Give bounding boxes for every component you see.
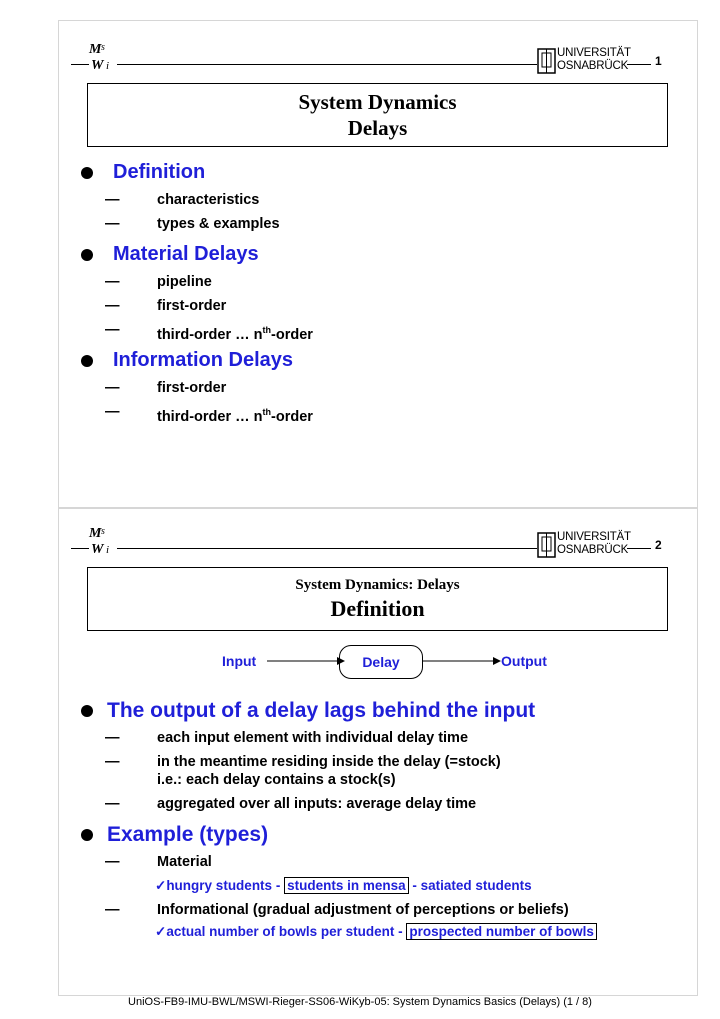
example-material: ✓hungry students - students in mensa - satiated students <box>155 878 532 893</box>
list-item: — types & examples <box>105 216 280 232</box>
bullet-label: Definition <box>113 161 206 183</box>
delay-box: Delay <box>339 645 423 679</box>
bullet-dot-icon <box>81 355 93 367</box>
header-rule-middle <box>117 548 537 549</box>
bullet-definition <box>81 161 205 184</box>
list-item: — Material <box>105 854 212 870</box>
slide-2 <box>58 508 698 996</box>
list-item: — first-order <box>105 298 227 314</box>
diagram-output-label: Output <box>501 653 547 669</box>
slide-title: Definition <box>330 596 425 621</box>
svg-text:i: i <box>106 60 110 72</box>
title-box <box>87 83 668 147</box>
highlight-box: prospected number of bowls <box>406 923 597 940</box>
bullet-label: Material Delays <box>113 243 259 265</box>
svg-text:s: s <box>101 42 105 53</box>
slide-1 <box>58 20 698 508</box>
svg-text:W: W <box>91 58 104 73</box>
list-item: — aggregated over all inputs: average delay time <box>105 796 477 812</box>
example-informational: ✓actual number of bowls per student - prospected number of bowls <box>155 923 597 941</box>
bullet-information-delays <box>81 349 293 372</box>
list-item: — Informational (gradual adjustment of perceptions or beliefs) <box>105 902 569 918</box>
svg-text:W: W <box>91 542 104 557</box>
bullet-label: Example (types) <box>107 823 269 846</box>
slide-subtitle: System Dynamics: Delays <box>295 577 460 593</box>
list-item: — third-order … $n^{th}$-order <box>105 404 313 425</box>
list-item: — characteristics <box>105 192 260 208</box>
bullet-material-delays <box>81 243 259 266</box>
page-number: 1 <box>655 54 662 68</box>
university-name-line2: OSNABRÜCK <box>557 544 629 556</box>
list-item: — third-order … $n^{th}$-order <box>105 322 313 343</box>
slide-title-line2: Delays <box>347 116 408 140</box>
university-name-line1: UNIVERSITÄT <box>557 47 631 59</box>
list-item: — pipeline <box>105 274 212 290</box>
university-name-line1: UNIVERSITÄT <box>557 531 631 543</box>
bullet-output-lags <box>81 699 535 723</box>
check-icon: ✓ <box>155 924 167 939</box>
bullet-label: The output of a delay lags behind the input <box>107 699 536 722</box>
check-icon: ✓ <box>155 878 167 893</box>
page-number: 2 <box>655 538 662 552</box>
svg-text:M: M <box>89 42 102 57</box>
svg-text:i: i <box>106 544 110 556</box>
bullet-dot-icon <box>81 829 93 841</box>
bullet-label: Information Delays <box>113 349 294 371</box>
arrow-input-to-delay <box>265 649 345 669</box>
list-item: — in the meantime residing inside the delay (=stock) i.e.: each delay contains a stock(s) <box>105 754 501 788</box>
university-logo <box>537 47 631 77</box>
mswi-logo <box>87 523 117 557</box>
arrow-delay-to-output <box>423 649 503 669</box>
university-name-line2: OSNABRÜCK <box>557 60 629 72</box>
svg-text:M: M <box>89 526 102 541</box>
header-rule-middle <box>117 64 537 65</box>
diagram-input-label: Input <box>222 653 257 669</box>
slide-title-line1: System Dynamics <box>298 90 457 114</box>
svg-text:s: s <box>101 526 105 537</box>
bullet-dot-icon <box>81 705 93 717</box>
highlight-box: students in mensa <box>284 877 409 894</box>
university-seal-icon <box>537 531 557 559</box>
mswi-logo <box>87 39 117 73</box>
list-item: — first-order <box>105 380 227 396</box>
page-footer: UniOS-FB9-IMU-BWL/MSWI-Rieger-SS06-WiKyb-05: System Dynamics Basics (Delays) (1 / 8) <box>128 996 592 1008</box>
list-item: — each input element with individual delay time <box>105 730 469 746</box>
university-logo <box>537 531 631 561</box>
bullet-example-types <box>81 823 268 847</box>
university-seal-icon <box>537 47 557 75</box>
title-box <box>87 567 668 631</box>
bullet-dot-icon <box>81 167 93 179</box>
bullet-dot-icon <box>81 249 93 261</box>
